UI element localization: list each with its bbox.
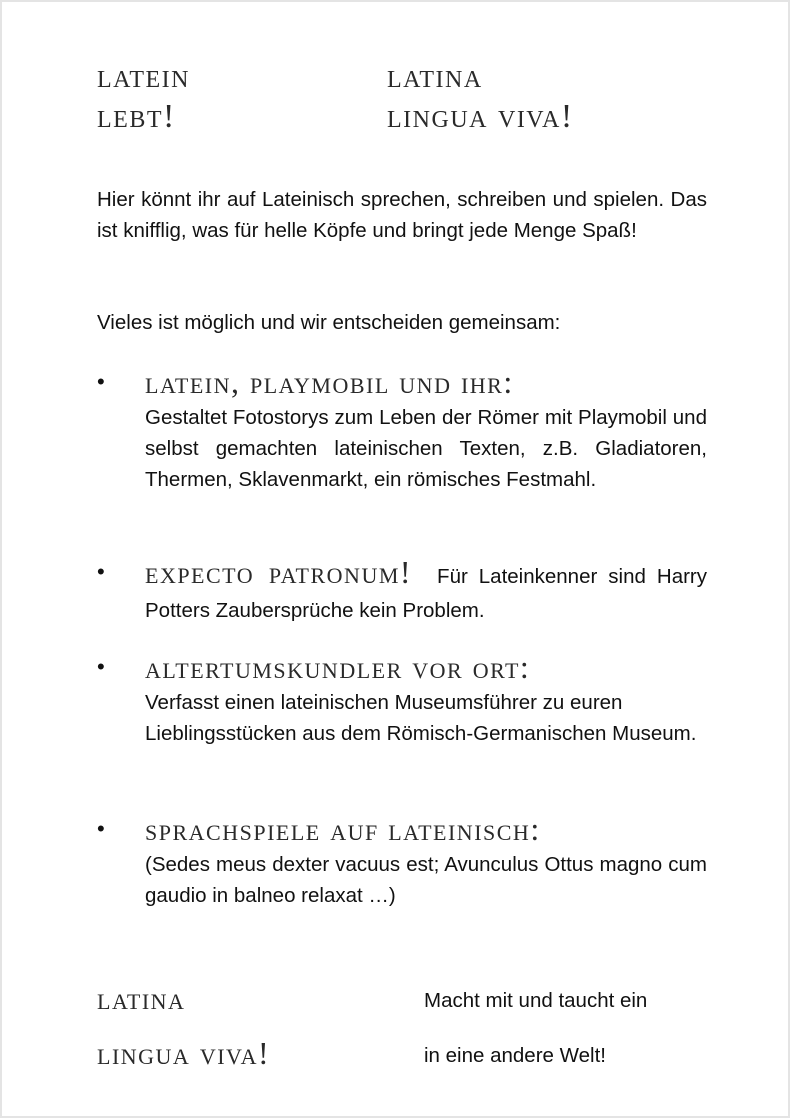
item-text: Verfasst einen lateinischen Museumsführer zu euren Lieblingsstücken aus dem Römisch-Germanischen Museum. bbox=[145, 691, 697, 745]
bullet-icon: • bbox=[97, 816, 105, 841]
list-item bbox=[97, 809, 707, 911]
item-title: expecto patronum! bbox=[145, 554, 413, 590]
list-item bbox=[97, 647, 707, 749]
header-right-line1: latina bbox=[387, 58, 483, 95]
bullet-icon: • bbox=[97, 654, 105, 679]
footer-right-line2: in eine andere Welt! bbox=[424, 1044, 606, 1067]
lead-sentence: Vieles ist möglich und wir entscheiden gemeinsam: bbox=[97, 311, 561, 334]
item-text: (Sedes meus dexter vacuus est; Avunculus Ottus magno cum gaudio in balneo relaxat …) bbox=[145, 853, 707, 907]
list-item bbox=[97, 552, 707, 628]
header-left-line2: lebt! bbox=[97, 98, 176, 135]
header-left-line1: latein bbox=[97, 58, 190, 95]
footer-right-line1: Macht mit und taucht ein bbox=[424, 989, 648, 1012]
bullet-icon: • bbox=[97, 369, 105, 394]
header-left bbox=[97, 57, 190, 137]
bullet-icon: • bbox=[97, 559, 105, 584]
item-text: Gestaltet Fotostorys zum Leben der Römer mit Playmobil und selbst gemachten lateinischen Texten, z.B. Gladiatoren, Thermen, Sklavenmarkt, ein römisches Festmahl. bbox=[145, 406, 707, 491]
item-title: altertumskundler vor ort: bbox=[145, 649, 531, 685]
header-right bbox=[387, 57, 574, 137]
footer-left-line2: lingua viva! bbox=[97, 1035, 271, 1071]
header-right-line2: lingua viva! bbox=[387, 98, 574, 135]
item-title: sprachspiele auf lateinisch: bbox=[145, 811, 541, 847]
item-text: Für Lateinkenner sind Harry Potters Zaubersprüche kein Problem. bbox=[145, 565, 707, 622]
item-title: latein, playmobil und ihr: bbox=[145, 364, 514, 400]
intro-paragraph: Hier könnt ihr auf Lateinisch sprechen, schreiben und spielen. Das ist knifflig, was für helle Köpfe und bringt jede Menge Spaß! bbox=[97, 188, 707, 242]
footer-left-line1: latina bbox=[97, 980, 186, 1016]
list-item bbox=[97, 362, 707, 495]
